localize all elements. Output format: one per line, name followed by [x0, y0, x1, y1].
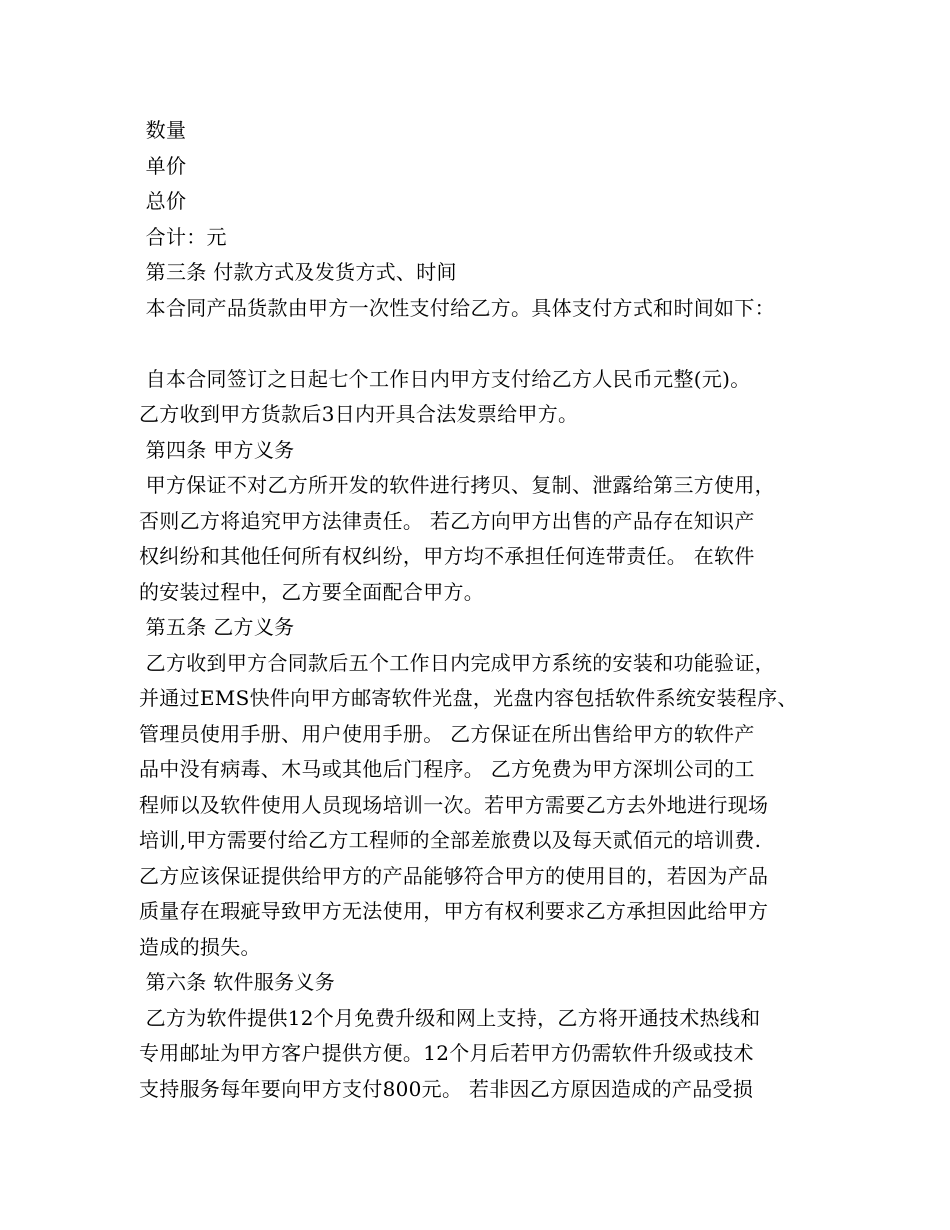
- text-line: 乙方收到甲方货款后3日内开具合法发票给甲方。: [139, 402, 579, 426]
- article-6-heading: 第六条 软件服务义务: [139, 970, 336, 994]
- text-line: 权纠纷和其他任何所有权纠纷，甲方均不承担任何连带责任。 在软件: [139, 544, 755, 568]
- article-4-heading: 第四条 甲方义务: [139, 437, 295, 462]
- text-line: 培训,甲方需要付给乙方工程师的全部差旅费以及每天贰佰元的培训费.: [139, 828, 762, 852]
- text-line-quantity: 数量: [139, 118, 187, 142]
- text-line: 质量存在瑕疵导致甲方无法使用，甲方有权利要求乙方承担因此给甲方: [139, 899, 769, 923]
- article-5-heading: 第五条 乙方义务: [139, 615, 295, 639]
- contract-text-body: [139, 113, 819, 1107]
- text-line: 管理员使用手册、用户使用手册。 乙方保证在所出售给甲方的软件产: [139, 721, 755, 746]
- text-line: 乙方收到甲方合同款后五个工作日内完成甲方系统的安装和功能验证，: [139, 650, 775, 675]
- text-line-unit-price: 单价: [139, 153, 187, 178]
- blank-line: [139, 326, 819, 362]
- text-line: 支持服务每年要向甲方支付800元。 若非因乙方原因造成的产品受损: [139, 1076, 754, 1101]
- text-line: 并通过EMS快件向甲方邮寄软件光盘，光盘内容包括软件系统安装程序、: [139, 686, 798, 710]
- text-line-total-price: 总价: [139, 189, 187, 213]
- text-line-sum: 合计：元: [139, 224, 227, 249]
- text-line: 程师以及软件使用人员现场培训一次。若甲方需要乙方去外地进行现场: [139, 792, 769, 817]
- text-line: 造成的损失。: [139, 934, 261, 959]
- text-line: 自本合同签订之日起七个工作日内甲方支付给乙方人民币元整(元)。: [139, 366, 751, 391]
- text-line: 乙方应该保证提供给甲方的产品能够符合甲方的使用目的，若因为产品: [139, 863, 769, 888]
- text-line: 甲方保证不对乙方所开发的软件进行拷贝、复制、泄露给第三方使用，: [139, 473, 775, 497]
- text-line: 否则乙方将追究甲方法律责任。 若乙方向甲方出售的产品存在知识产: [139, 508, 755, 533]
- text-line: 品中没有病毒、木马或其他后门程序。 乙方免费为甲方深圳公司的工: [139, 757, 755, 781]
- article-3-heading: 第三条 付款方式及发货方式、时间: [139, 260, 457, 284]
- text-line: 本合同产品货款由甲方一次性支付给乙方。具体支付方式和时间如下：: [139, 295, 775, 320]
- text-line: 的安装过程中，乙方要全面配合甲方。: [139, 579, 485, 604]
- text-line: 乙方为软件提供12个月免费升级和网上支持，乙方将开通技术热线和: [139, 1005, 761, 1030]
- text-line: 专用邮址为甲方客户提供方便。12个月后若甲方仍需软件升级或技术: [139, 1041, 754, 1065]
